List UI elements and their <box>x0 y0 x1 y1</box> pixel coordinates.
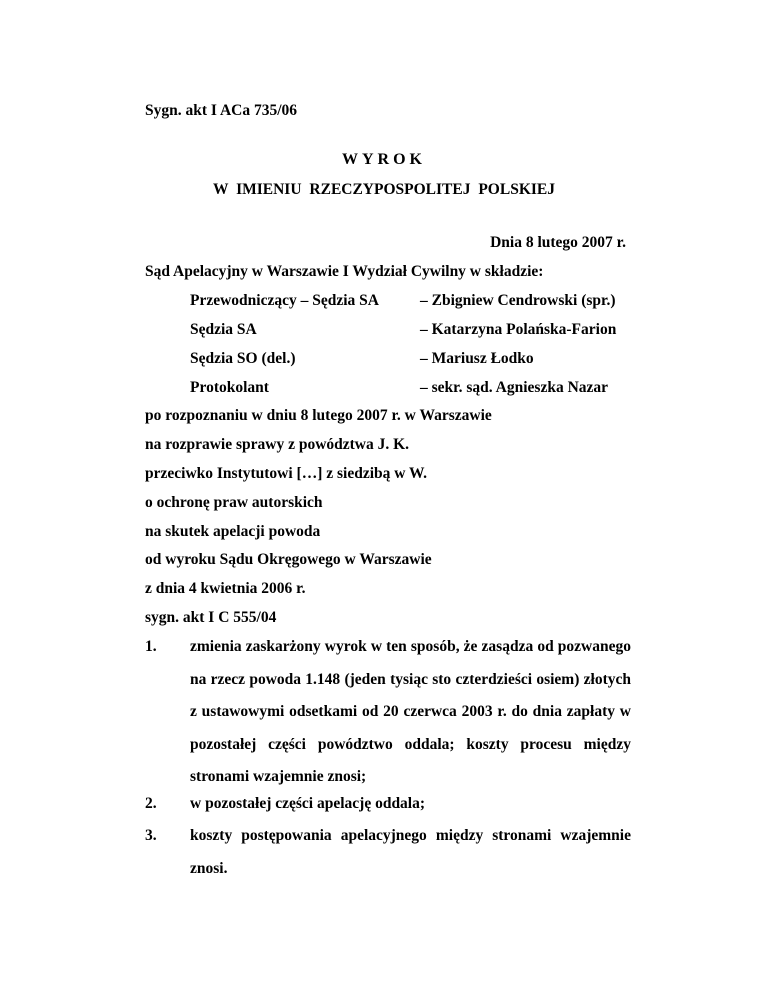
case-line: przeciwko Instytutowi […] z siedzibą w W. <box>145 465 428 482</box>
panel-name: – Mariusz Łodko <box>420 350 534 367</box>
case-signature: Sygn. akt I ACa 735/06 <box>145 102 298 119</box>
court-composition: Sąd Apelacyjny w Warszawie I Wydział Cywilny w składzie: <box>145 263 544 280</box>
panel-name: – Zbigniew Cendrowski (spr.) <box>420 292 616 309</box>
panel-name: – sekr. sąd. Agnieszka Nazar <box>420 379 609 396</box>
item-number: 2. <box>145 795 157 812</box>
panel-role: Protokolant <box>190 379 269 396</box>
case-line: na rozprawie sprawy z powództwa J. K. <box>145 436 410 453</box>
case-line: od wyroku Sądu Okręgowego w Warszawie <box>145 551 432 568</box>
panel-role: Sędzia SO (del.) <box>190 350 296 367</box>
item-text: zmienia zaskarżony wyrok w ten sposób, że zasądza od pozwanego na rzecz powoda 1.148 (jeden tysiąc sto czterdzieści osiem) złotych z ustawowymi odsetkami od 20 czerwca 2003 r. do dnia zapłaty w pozostałej części powództwo oddala; koszty procesu między stronami wzajemnie znosi; <box>190 638 631 785</box>
panel-role: Przewodniczący – Sędzia SA <box>190 292 379 309</box>
item-number: 1. <box>145 638 157 655</box>
case-line: o ochronę praw autorskich <box>145 494 323 511</box>
item-text: koszty postępowania apelacyjnego między stronami wzajemnie znosi. <box>190 827 631 877</box>
judgment-title: WYROK <box>342 151 426 168</box>
item-number: 3. <box>145 827 157 844</box>
item-text: w pozostałej części apelację oddala; <box>190 795 426 812</box>
case-line: z dnia 4 kwietnia 2006 r. <box>145 580 306 597</box>
judgment-subtitle: W IMIENIU RZECZYPOSPOLITEJ POLSKIEJ <box>212 181 556 198</box>
case-line: sygn. akt I C 555/04 <box>145 609 277 626</box>
case-line: na skutek apelacji powoda <box>145 523 321 540</box>
judgment-date: Dnia 8 lutego 2007 r. <box>490 234 626 251</box>
panel-role: Sędzia SA <box>190 321 257 338</box>
panel-name: – Katarzyna Polańska-Farion <box>420 321 617 338</box>
case-line: po rozpoznaniu w dniu 8 lutego 2007 r. w Warszawie <box>145 407 492 424</box>
